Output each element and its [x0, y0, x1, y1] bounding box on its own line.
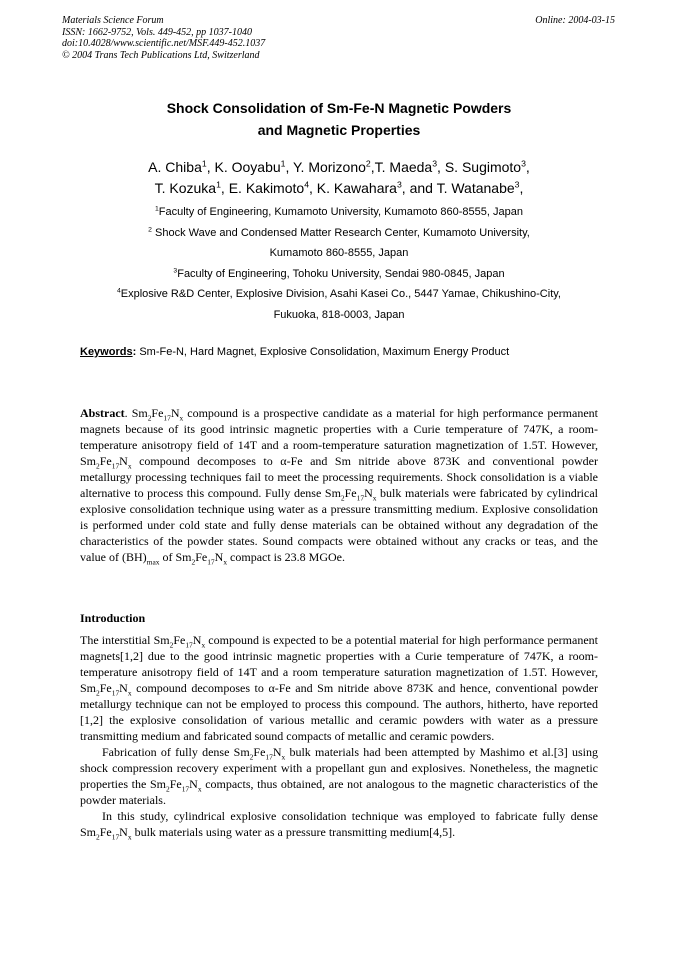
element-sm: Sm [324, 486, 341, 500]
subscript-17: 17 [163, 413, 171, 423]
journal-header [62, 15, 265, 61]
title-line-2: and Magnetic Properties [257, 122, 421, 138]
formula-smfen [80, 454, 132, 471]
author-line-1 [0, 157, 678, 178]
element-sm: Sm [233, 745, 250, 759]
online-date: Online: 2004-03-15 [535, 15, 615, 26]
introduction-heading: Introduction [80, 611, 146, 625]
subscript-x: x [127, 832, 132, 842]
author-sep: , and [401, 180, 437, 196]
element-n: N [119, 681, 128, 695]
keywords-colon: : [132, 346, 137, 358]
element-fe: Fe [99, 825, 112, 839]
formula-smfen [233, 745, 286, 762]
element-n: N [214, 550, 224, 564]
author-list [0, 157, 678, 199]
paragraph-text: compound is expected to be a potential material for high performance permanent magnets[1,2] due to the good intrinsic magnetic properties with a Curie temperature of 747K, a room-temperature anisotropy field of 14T and a room temperature saturation magnetization of 1.5T. However, [80, 633, 599, 679]
author-name: A. Chiba [148, 159, 202, 175]
element-n: N [170, 406, 180, 420]
subscript-17: 17 [185, 640, 193, 650]
formula-smfen [80, 681, 132, 698]
abstract-text: compound is a prospective candidate as a material for high performance permanent magnets because of its good intrinsic magnetic properties with a Curie temperature of 747K, a room-temperature anisotropy field of 14T and a room-temperature saturation magnetization of 1.5T. However, [80, 406, 598, 452]
subscript-17: 17 [265, 752, 273, 762]
author-name: T. Maeda [374, 159, 433, 175]
element-fe: Fe [169, 777, 182, 791]
author-name: K. Kawahara [316, 180, 397, 196]
paragraph-text: bulk materials had been attempted by Mashimo et al.[3] using shock compression recovery experiment with a propellant gun and explosives. Nonetheless, the magnetic properties the [80, 745, 598, 791]
paragraph-text: In this study, cylindrical explosive consolidation technique was employed to fabricate fully dense [102, 809, 598, 823]
author-line-2 [0, 178, 678, 199]
author-affil-mark: 3 [396, 179, 402, 190]
author-name: T. Watanabe [436, 180, 515, 196]
affiliation-2 [0, 223, 678, 244]
element-fe: Fe [344, 486, 357, 500]
subscript-x: x [127, 461, 132, 471]
abstract-label: Abstract [80, 406, 125, 420]
element-fe: Fe [99, 681, 112, 695]
paragraph-text: bulk materials using water as a pressure transmitting medium[4,5]. [131, 825, 456, 839]
paragraph-text: The interstitial [80, 633, 154, 647]
affiliation-2-cont: Kumamoto 860-8555, Japan [269, 247, 409, 259]
subscript-x: x [281, 752, 286, 762]
abstract-text: bulk materials were fabricated by cylindrical explosive consolidation technique using water as a pressure transmitting medium. Explosive consolidation is performed under cold state and fully dense materials can be obtained without any degradation of the characteristics of the powder states. Sound compacts were obtained without any cracks or teas, and the value of [80, 486, 599, 564]
formula-bhmax [121, 550, 160, 567]
author-affil-mark: 1 [201, 158, 207, 169]
abstract-text: compact is 23.8 MGOe. [227, 550, 346, 564]
copyright-line: © 2004 Trans Tech Publications Ltd, Switzerland [62, 49, 260, 61]
element-n: N [364, 486, 373, 500]
element-fe: Fe [151, 406, 164, 420]
introduction-body [80, 632, 598, 840]
element-n: N [192, 633, 202, 647]
element-sm: Sm [153, 633, 170, 647]
affiliation-4 [0, 284, 678, 305]
element-fe: Fe [253, 745, 266, 759]
element-sm: Sm [80, 454, 97, 468]
element-sm: Sm [131, 406, 148, 420]
author-affil-mark: 4 [304, 179, 310, 190]
affil-text: Shock Wave and Condensed Matter Research Center, Kumamoto University, [155, 226, 530, 239]
author-name: Y. Morizono [293, 159, 366, 175]
subscript-17: 17 [356, 493, 365, 503]
author-name: S. Sugimoto [444, 159, 522, 175]
author-sep: , [519, 180, 524, 196]
paragraph-text: compacts, thus obtained, are not analogous to the magnetic characteristics of the powder materials. [80, 777, 598, 807]
affil-number: 3 [173, 266, 178, 274]
author-affil-mark: 3 [432, 158, 438, 169]
subscript-x: x [372, 493, 377, 503]
author-affil-mark: 3 [521, 158, 526, 169]
paragraph-text: compound decomposes to α-Fe and Sm nitride above 873K and hence, conventional powder metallurgy technique can not be employed to process this compound. The authors, hitherto, have reported [1,2] the explosive consolidation of various metallic and ceramic powders with water as a pressure transmitting medium and fabricated sound compacts of metallic and ceramic powders. [80, 681, 598, 743]
element-n: N [119, 825, 128, 839]
subscript-2: 2 [169, 640, 174, 650]
subscript-17: 17 [111, 832, 120, 842]
formula-smfen [149, 777, 202, 794]
subscript-2: 2 [147, 413, 152, 423]
affiliation-3 [0, 264, 678, 285]
subscript-17: 17 [181, 784, 190, 794]
subscript-2: 2 [340, 493, 345, 503]
subscript-2: 2 [249, 752, 254, 762]
subscript-x: x [223, 557, 228, 567]
keywords [80, 344, 620, 360]
author-affil-mark: 1 [280, 158, 286, 169]
subscript-2: 2 [191, 557, 196, 567]
author-sep: , [220, 180, 229, 196]
author-affil-mark: 1 [216, 179, 221, 190]
abstract-text: . [124, 406, 132, 420]
subscript-x: x [197, 784, 202, 794]
author-affil-mark: 2 [365, 158, 371, 169]
affil-number: 1 [154, 205, 159, 213]
intro-paragraph-3 [80, 808, 598, 840]
author-sep: , [437, 159, 445, 175]
author-name: E. Kakimoto [228, 180, 305, 196]
element-sm: Sm [175, 550, 192, 564]
affil-number: 4 [116, 287, 121, 295]
formula-smfen [131, 406, 184, 423]
affil-text: Explosive R&D Center, Explosive Division, Asahi Kasei Co., 5447 Yamae, Chikushino-City, [120, 288, 561, 300]
subscript-x: x [201, 640, 206, 650]
element-fe: Fe [195, 550, 208, 564]
subscript-2: 2 [96, 461, 100, 471]
author-name: T. Kozuka [154, 180, 217, 196]
keywords-text: Sm-Fe-N, Hard Magnet, Explosive Consolidation, Maximum Energy Product [139, 346, 510, 358]
journal-name: Materials Science Forum [62, 15, 164, 26]
paragraph-text: Fabrication of fully dense [102, 745, 234, 759]
element-n: N [119, 454, 128, 468]
author-sep: , [309, 180, 317, 196]
subscript-2: 2 [165, 784, 170, 794]
formula-smfen [175, 550, 228, 567]
bh-symbol: (BH) [121, 550, 147, 564]
subscript-17: 17 [111, 688, 120, 698]
element-sm: Sm [80, 681, 97, 695]
abstract-text: of [159, 550, 176, 564]
abstract-text: compound decomposes to α-Fe and Sm nitride above 873K and conventional powder metallurgy processing techniques fail to meet the processing requirements. Shock consolidation is a viable alternative to process this compound. Fully dense [80, 454, 598, 500]
intro-paragraph-2 [80, 744, 598, 808]
subscript-2: 2 [96, 688, 100, 698]
affiliation-1 [0, 202, 678, 223]
intro-paragraph-1 [80, 632, 598, 744]
affil-text: Faculty of Engineering, Tohoku University, Sendai 980-0845, Japan [177, 267, 505, 280]
subscript-x: x [179, 413, 184, 423]
element-n: N [189, 777, 198, 791]
keywords-label: Keywords [80, 346, 133, 358]
paper-title [0, 97, 678, 141]
author-name: K. Ooyabu [214, 159, 281, 175]
element-sm: Sm [149, 777, 166, 791]
author-affil-mark: 3 [514, 179, 520, 190]
subscript-17: 17 [207, 557, 215, 567]
subscript-2: 2 [96, 832, 100, 842]
author-sep: , [206, 159, 215, 175]
element-fe: Fe [99, 454, 112, 468]
formula-smfen [80, 825, 132, 842]
element-sm: Sm [80, 825, 97, 839]
doi-line: doi:10.4028/www.scientific.net/MSF.449-452.1037 [62, 38, 266, 50]
affil-number: 2 [148, 225, 152, 233]
element-n: N [272, 745, 282, 759]
formula-smfen [324, 486, 377, 503]
subscript-17: 17 [111, 461, 120, 471]
affiliation-4-cont: Fukuoka, 818-0003, Japan [273, 308, 405, 321]
abstract [80, 405, 598, 565]
author-sep: , [285, 159, 293, 175]
title-line-1: Shock Consolidation of Sm-Fe-N Magnetic Powders [166, 100, 512, 116]
subscript-x: x [127, 688, 132, 698]
author-sep: , [525, 159, 530, 175]
bh-subscript: max [146, 557, 160, 567]
affil-text: Faculty of Engineering, Kumamoto University, Kumamoto 860-8555, Japan [158, 206, 523, 218]
issn-line: ISSN: 1662-9752, Vols. 449-452, pp 1037-1040 [62, 26, 252, 38]
formula-smfen [153, 633, 206, 650]
element-fe: Fe [173, 633, 186, 647]
affiliations [0, 202, 678, 325]
author-sep: , [370, 159, 375, 175]
